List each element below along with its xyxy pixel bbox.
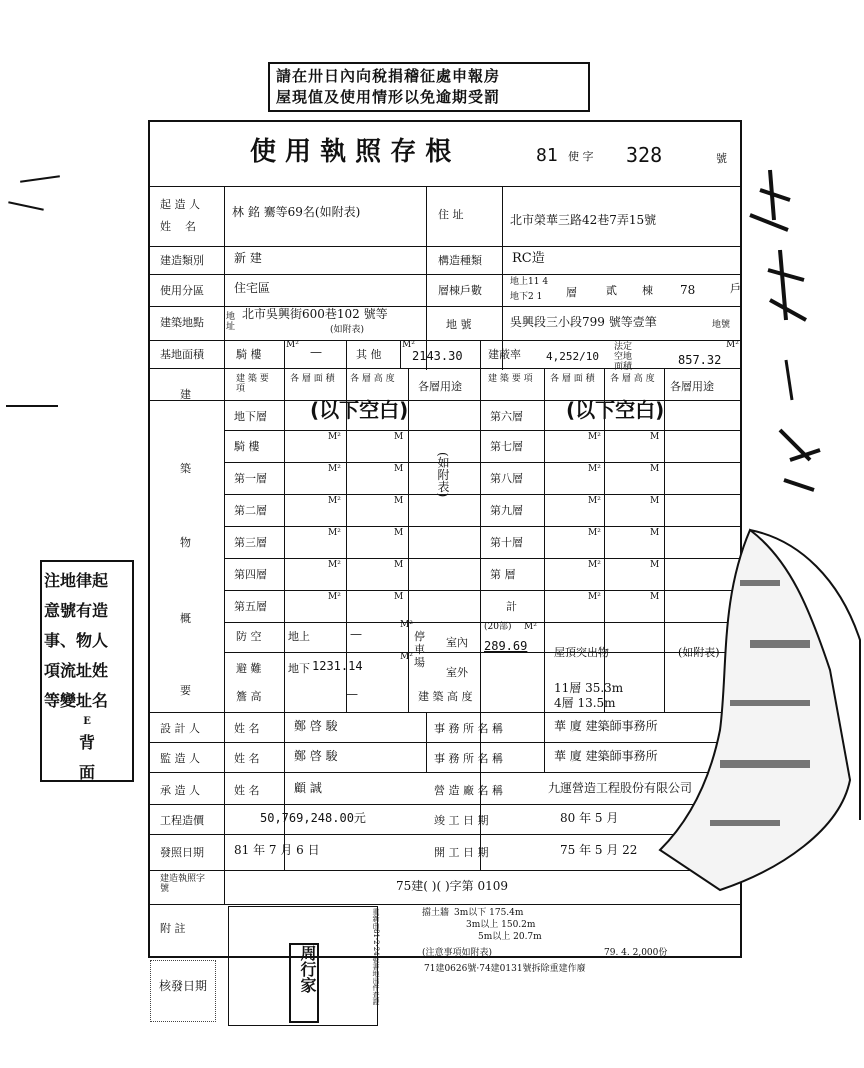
floor-label: 第一層 bbox=[234, 472, 267, 485]
retaining-wall-1: 3m以下 175.4m bbox=[454, 908, 524, 918]
m2-unit: M² bbox=[400, 620, 413, 630]
m-unit: M bbox=[650, 432, 660, 442]
lot-suffix: 地號 bbox=[712, 320, 731, 330]
office-name-label: 事 務 所 名 稱 bbox=[434, 722, 503, 735]
floor-label: 第八層 bbox=[490, 472, 523, 485]
permit-no-label: 建造執照字 號 bbox=[160, 874, 206, 894]
m2-unit: M² bbox=[400, 652, 413, 662]
overview-label-1: 建 bbox=[180, 388, 191, 401]
applicant-label: 起 造 人 姓 名 bbox=[160, 198, 200, 233]
m-unit: M bbox=[394, 560, 404, 570]
m2-unit: M² bbox=[726, 340, 739, 350]
supervisor-label: 監 造 人 bbox=[160, 752, 200, 765]
arcade-label: 騎 樓 bbox=[236, 348, 262, 361]
m2-unit: M² bbox=[588, 496, 601, 506]
m2-unit: M² bbox=[328, 560, 341, 570]
sidebox-back-2: 面 bbox=[78, 763, 95, 782]
m-unit: M bbox=[650, 592, 660, 602]
civil-defense-area: — bbox=[350, 627, 362, 641]
applicant-name: 林 銘 騫等69名(如附表) bbox=[232, 205, 361, 219]
floor-label: 第二層 bbox=[234, 504, 267, 517]
permit-number: 328 bbox=[626, 143, 663, 167]
m-unit: M bbox=[394, 496, 404, 506]
m2-unit: M² bbox=[328, 528, 341, 538]
coverage-value: 4,252/10 bbox=[546, 350, 599, 363]
building-height-2: 4層 13.5m bbox=[554, 696, 616, 710]
permit-year: 81 bbox=[536, 145, 558, 166]
above-ground-label: 地上 bbox=[288, 630, 310, 643]
contractor-label: 承 造 人 bbox=[160, 784, 200, 797]
col-use-header: 各層用途 bbox=[418, 380, 462, 393]
remark-cancellation-line: 71建0626號·74建0131號拆除重建作廢 bbox=[424, 964, 586, 974]
col-height-header: 各 層 高 度 bbox=[350, 374, 395, 384]
construction-type: 新 建 bbox=[234, 251, 262, 265]
eave-height-label: 簷 高 bbox=[236, 690, 262, 703]
floors-units-label: 層棟戶數 bbox=[438, 284, 482, 297]
floor-label: 第七層 bbox=[490, 440, 523, 453]
contractor-name: 顧 誠 bbox=[294, 781, 322, 795]
required-open-area: 857.32 bbox=[678, 353, 722, 367]
lot-number: 吳興段三小段799 號等壹筆 bbox=[510, 315, 657, 329]
floor-label: 第四層 bbox=[234, 568, 267, 581]
margin-mark bbox=[6, 405, 58, 407]
print-info: 79. 4. 2,000份 bbox=[604, 948, 668, 958]
completion-date-label: 竣 工 日 期 bbox=[434, 814, 489, 827]
roof-structure-label: 屋頂突出物 bbox=[554, 646, 609, 659]
retaining-wall-label: 擋土牆 bbox=[422, 908, 450, 918]
m-unit: M bbox=[394, 528, 404, 538]
household-count: 78 bbox=[680, 283, 696, 297]
m2-unit: M² bbox=[588, 432, 601, 442]
completion-date: 80 年 5 月 bbox=[560, 811, 619, 825]
floor-label: 第九層 bbox=[490, 504, 523, 517]
roof-structure-note: (如附表) bbox=[678, 646, 720, 659]
see-attached-note: (如附表) bbox=[436, 452, 450, 498]
right-margin-marks bbox=[740, 160, 864, 580]
overview-label-4: 概 bbox=[180, 612, 191, 625]
base-area-label: 基地面積 bbox=[160, 348, 204, 361]
floor-label: 第 層 bbox=[490, 568, 516, 581]
floors-layer: 層 bbox=[566, 286, 577, 299]
lot-label: 地 號 bbox=[446, 318, 472, 331]
col-area-header: 各 層 面 積 bbox=[290, 374, 335, 384]
building-unit: 棟 bbox=[642, 284, 653, 297]
m2-unit: M² bbox=[588, 528, 601, 538]
m2-unit: M² bbox=[402, 340, 415, 350]
col-item-header: 建 築 要 項 bbox=[236, 374, 269, 394]
building-height-label: 建 築 高 度 bbox=[418, 690, 473, 703]
margin-mark bbox=[20, 175, 60, 183]
bottom-left-stamp: 核發日期 bbox=[150, 960, 216, 1022]
parking-label: 停車場 bbox=[414, 630, 425, 669]
notice-line-1: 請在卅日內向稅捐稽征處申報房 bbox=[276, 67, 501, 85]
blank-below-right: (以下空白) bbox=[566, 398, 665, 422]
tax-notice-stamp bbox=[268, 62, 590, 112]
notes-attached: (注意事項如附表) bbox=[422, 948, 493, 958]
site-address-tag: 地址 bbox=[226, 312, 236, 332]
overview-label-2: 築 bbox=[180, 462, 191, 475]
retaining-wall-3: 5m以上 20.7m bbox=[478, 932, 542, 942]
total-floor-label: 計 bbox=[506, 600, 517, 613]
start-date: 75 年 5 月 22 bbox=[560, 843, 638, 857]
stamp-seal: 周行家 bbox=[289, 943, 319, 1023]
floor-label: 騎 樓 bbox=[234, 440, 260, 453]
col-use-header: 各層用途 bbox=[670, 380, 714, 393]
col-area-header: 各 層 面 積 bbox=[550, 374, 595, 384]
floors-below: 地下2 1 bbox=[510, 292, 543, 302]
col-item-header: 建 築 要 項 bbox=[488, 374, 533, 384]
m2-unit: M² bbox=[328, 496, 341, 506]
use-zone-label: 使用分區 bbox=[160, 284, 204, 297]
m2-unit: M² bbox=[524, 622, 537, 632]
sidebox-small: E bbox=[83, 716, 91, 727]
sidebox-line: 注地律起 bbox=[44, 571, 109, 590]
m2-unit: M² bbox=[328, 432, 341, 442]
floor-label: 第五層 bbox=[234, 600, 267, 613]
other-label: 其 他 bbox=[356, 348, 382, 361]
name-label: 姓 名 bbox=[234, 752, 260, 765]
site-address-note: (如附表) bbox=[330, 325, 365, 335]
m-unit: M bbox=[650, 528, 660, 538]
m-unit: M bbox=[394, 592, 404, 602]
overview-label-3: 物 bbox=[180, 536, 191, 549]
sidebox-line: 項流址姓 bbox=[44, 661, 109, 680]
m-unit: M bbox=[650, 496, 660, 506]
floor-label: 第六層 bbox=[490, 410, 523, 423]
address-label: 住 址 bbox=[438, 208, 464, 221]
structure-type: RC造 bbox=[512, 251, 545, 266]
required-open-label: 法定空地面積 bbox=[614, 342, 633, 372]
col-height-header: 各 層 高 度 bbox=[610, 374, 655, 384]
m-unit: M bbox=[394, 432, 404, 442]
remarks-label: 附 註 bbox=[160, 922, 186, 935]
margin-mark bbox=[8, 201, 44, 210]
indoor-label: 室內 bbox=[446, 636, 468, 649]
retaining-wall-2: 3m以上 150.2m bbox=[466, 920, 536, 930]
notice-line-2: 屋現值及使用情形以免逾期受罰 bbox=[276, 88, 501, 106]
form-title: 使 用 執 照 存 根 bbox=[250, 137, 452, 167]
m-unit: M bbox=[650, 464, 660, 474]
issue-date-label: 發照日期 bbox=[160, 846, 204, 859]
m2-unit: M² bbox=[328, 464, 341, 474]
issue-date: 81 年 7 月 6 日 bbox=[234, 843, 320, 857]
m2-unit: M² bbox=[588, 560, 601, 570]
supervisor-office: 華 廈 建築師事務所 bbox=[554, 749, 658, 763]
evacuation-label: 避 難 bbox=[236, 662, 262, 675]
structure-type-label: 構造種類 bbox=[438, 254, 482, 267]
blank-below-left: (以下空白) bbox=[310, 398, 409, 422]
m-unit: M bbox=[650, 560, 660, 570]
parking-count: (20部) bbox=[484, 622, 512, 632]
household-unit: 戶 bbox=[730, 282, 741, 295]
sidebox-back-1: 背 bbox=[78, 733, 95, 752]
construction-permit-no: 75建( )( )字第 0109 bbox=[396, 879, 508, 893]
designer-name: 鄭 啓 駿 bbox=[294, 719, 338, 733]
office-name-label: 事 務 所 名 稱 bbox=[434, 752, 503, 765]
small-vertical-note: 重新由81·2·24號書地出件查證 bbox=[372, 908, 380, 1005]
eave-height: — bbox=[346, 687, 358, 701]
sidebox-line: 事、物人 bbox=[44, 631, 109, 650]
sidebox-line: 等變址名 bbox=[44, 691, 109, 710]
underground-label: 地下 bbox=[288, 662, 310, 675]
building-count: 貳 bbox=[606, 284, 617, 297]
floor-label: 第十層 bbox=[490, 536, 523, 549]
designer-label: 設 計 人 bbox=[160, 722, 200, 735]
firm-name-label: 營 造 廠 名 稱 bbox=[434, 784, 503, 797]
arcade-area: — bbox=[310, 345, 322, 359]
m2-unit: M² bbox=[588, 592, 601, 602]
start-date-label: 開 工 日 期 bbox=[434, 846, 489, 859]
attention-side-box bbox=[40, 560, 134, 782]
construction-type-label: 建造類別 bbox=[160, 254, 204, 267]
cost-label: 工程造價 bbox=[160, 814, 204, 827]
m2-unit: M² bbox=[588, 464, 601, 474]
m2-unit: M² bbox=[328, 592, 341, 602]
name-label: 姓 名 bbox=[234, 784, 260, 797]
permit-number-suffix: 號 bbox=[716, 152, 727, 165]
contractor-firm: 九運營造工程股份有限公司 bbox=[548, 781, 693, 795]
m-unit: M bbox=[394, 464, 404, 474]
floors-above: 地上11 4 bbox=[510, 277, 549, 287]
floor-label: 第三層 bbox=[234, 536, 267, 549]
civil-defense-label: 防 空 bbox=[236, 630, 262, 643]
construction-cost: 50,769,248.00元 bbox=[260, 811, 366, 825]
parking-indoor-area: 289.69 bbox=[484, 639, 528, 653]
floor-label: 地下層 bbox=[234, 410, 267, 423]
permit-type: 使 字 bbox=[568, 150, 594, 163]
designer-office: 華 廈 建築師事務所 bbox=[554, 719, 658, 733]
sidebox-line: 意號有造 bbox=[44, 601, 109, 620]
m2-unit: M² bbox=[286, 340, 299, 350]
coverage-label: 建蔽率 bbox=[488, 348, 521, 361]
supervisor-name: 鄭 啓 駿 bbox=[294, 749, 338, 763]
name-label: 姓 名 bbox=[234, 722, 260, 735]
overview-label-5: 要 bbox=[180, 684, 191, 697]
approval-stamp-grid bbox=[228, 906, 378, 1026]
use-zone: 住宅區 bbox=[234, 281, 271, 295]
site-location-label: 建築地點 bbox=[160, 316, 204, 329]
evacuation-area: 1231.14 bbox=[312, 659, 363, 673]
applicant-address: 北市榮華三路42巷7弄15號 bbox=[510, 213, 657, 227]
site-address: 北市吳興街600巷102 號等 bbox=[242, 307, 388, 321]
other-area: 2143.30 bbox=[412, 349, 463, 363]
building-height-1: 11層 35.3m bbox=[554, 681, 624, 695]
outdoor-label: 室外 bbox=[446, 666, 468, 679]
